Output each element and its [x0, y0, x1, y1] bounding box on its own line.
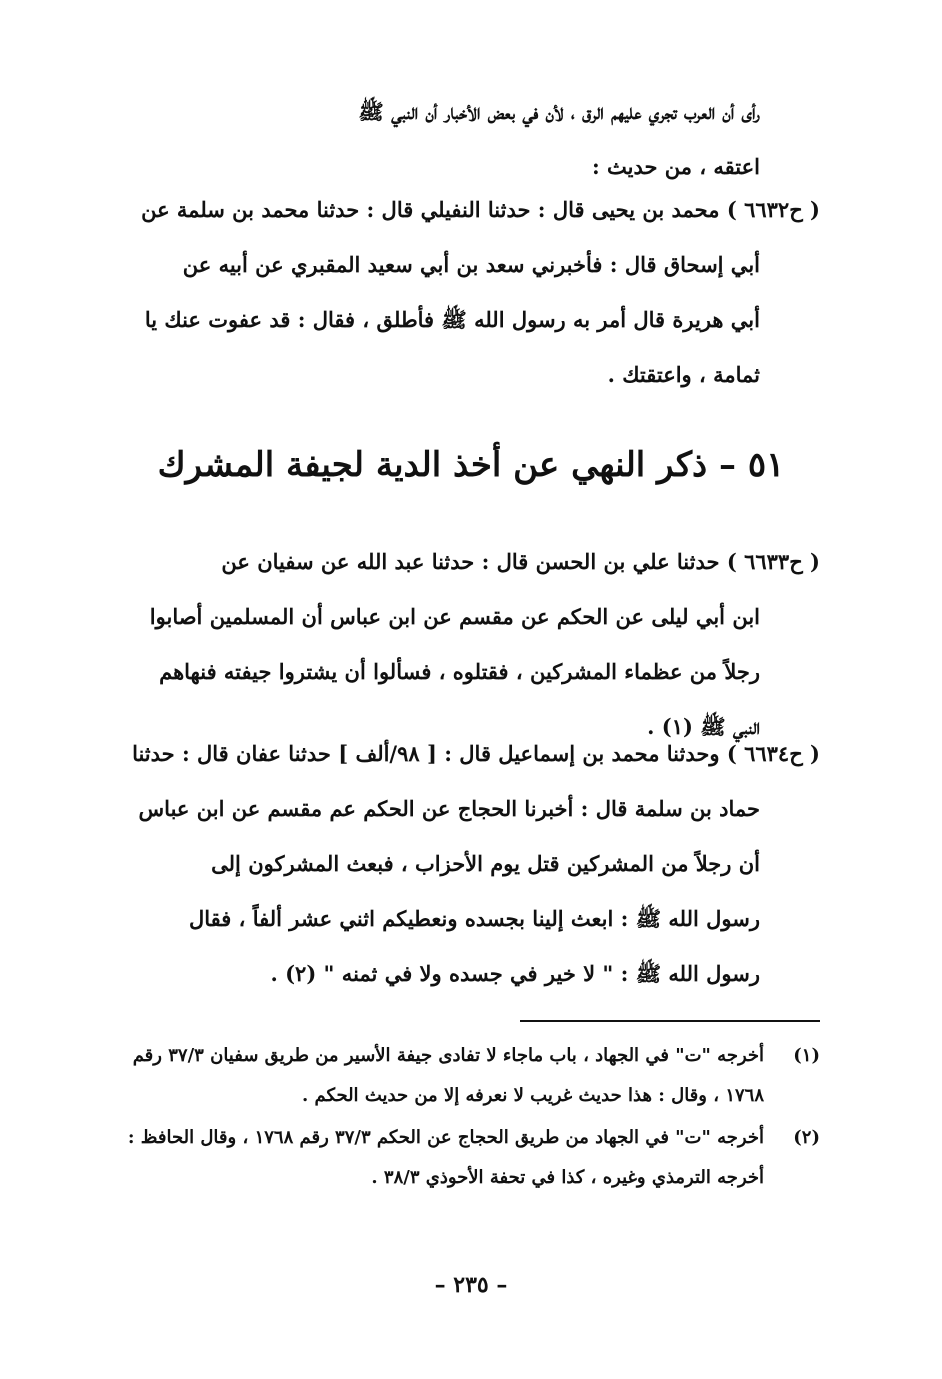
hadith-number: ( ح٦٦٣٢ ): [726, 197, 820, 222]
footnote-line: أخرجه "ت" في الجهاد ، باب ماجاء لا تفادى جيفة الأسير من طريق سفيان ٣٧/٣ رقم: [132, 1045, 764, 1066]
text-line: حماد بن سلمة قال : أخبرنا الحجاج عن الحكم عم مقسم عن ابن عباس: [138, 796, 760, 821]
text-line: رأى أن العرب تجري عليهم الرق ، لأن في بعض الأخبار أن النبي ﷺ: [358, 99, 760, 124]
text-line: [130, 182, 820, 237]
hadith-6632: [130, 182, 820, 402]
text-line: [130, 534, 820, 589]
hadith-text: محمد بن يحيى قال : حدثنا النفيلي قال : حدثنا محمد بن سلمة عن: [141, 197, 720, 222]
footnote-body: [128, 1118, 764, 1198]
footnote: [127, 1118, 820, 1198]
footnote-divider: [520, 1020, 820, 1022]
footnote: [130, 1036, 820, 1116]
text-line: أبي هريرة قال أمر به رسول الله ﷺ فأطلق ، فقال : قد عفوت عنك يا: [144, 307, 760, 332]
text-line: ابن أبي ليلى عن الحكم عن مقسم عن ابن عباس أن المسلمين أصابوا: [149, 604, 760, 629]
text-line: رجلاً من عظماء المشركين ، فقتلوه ، فسألوا أن يشتروا جيفته فنهاهم: [159, 659, 760, 684]
hadith-number: ( ح٦٦٣٤ ): [726, 741, 820, 766]
hadith-text: حدثنا علي بن الحسن قال : حدثنا عبد الله عن سفيان عن: [221, 549, 720, 574]
text-line: أبي إسحاق قال : فأخبرني سعد بن أبي سعيد المقبري عن أبيه عن: [182, 252, 760, 277]
text-line: النبي ﷺ (١) .: [647, 714, 760, 739]
hadith-text: وحدثنا محمد بن إسماعيل قال : [ ٩٨/ألف ] حدثنا عفان قال : حدثنا: [132, 741, 720, 766]
text-line: اعتقه ، من حديث :: [591, 154, 760, 179]
hadith-6634: [130, 726, 820, 1001]
text-line: رسول الله ﷺ : ابعث إلينا بجسده ونعطيكم اثني عشر ألفاً ، فقال: [188, 906, 760, 931]
text-line: ثمامة ، واعتقتك .: [607, 362, 760, 387]
page-number: – ٢٣٥ –: [434, 1272, 508, 1298]
hadith-6633: [130, 534, 820, 754]
text-line: أن رجلاً من المشركين قتل يوم الأحزاب ، فبعث المشركون إلى: [211, 851, 760, 876]
footnote-line: أخرجه الترمذي وغيره ، كذا في تحفة الأحوذي ٣٨/٣ .: [371, 1167, 764, 1188]
hadith-number: ( ح٦٦٣٣ ): [726, 549, 820, 574]
text-line: [130, 726, 820, 781]
footnote-body: [130, 1036, 764, 1116]
footnotes: [127, 1036, 820, 1198]
footnote-mark: (٢): [793, 1127, 820, 1148]
section-heading: ٥١ – ذكر النهي عن أخذ الدية لجيفة المشرك: [157, 445, 785, 485]
footnote-line: ١٧٦٨ ، وقال : هذا حديث غريب لا نعرفه إلا من حديث الحكم .: [302, 1085, 764, 1106]
text-line: رسول الله ﷺ : " لا خير في جسده ولا في ثمنه " (٢) .: [270, 961, 760, 986]
footnote-mark: (١): [793, 1045, 820, 1066]
top-passage: [130, 84, 820, 194]
footnote-line: أخرجه "ت" في الجهاد من طريق الحجاج عن الحكم ٣٧/٣ رقم ١٧٦٨ ، وقال الحافظ :: [127, 1127, 764, 1148]
